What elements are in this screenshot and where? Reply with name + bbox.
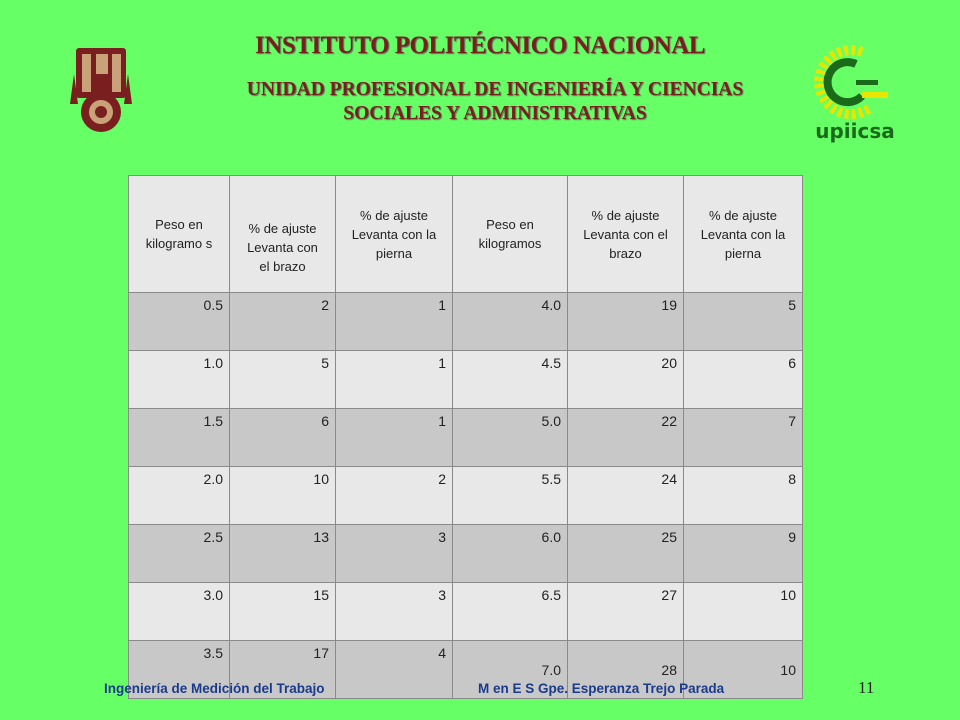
table-cell: 0.5 — [129, 293, 230, 351]
table-row — [129, 409, 803, 467]
table-cell: 1 — [336, 351, 453, 409]
table-cell: 4 — [336, 641, 453, 699]
table-row — [129, 351, 803, 409]
table-cell: 13 — [230, 525, 336, 583]
table-cell: 4.5 — [453, 351, 568, 409]
table-cell: 6.0 — [453, 525, 568, 583]
table-header-cell: % de ajuste Levanta con el brazo — [568, 176, 684, 293]
subtitle-line-2: SOCIALES Y ADMINISTRATIVAS — [343, 103, 647, 124]
subtitle-line-1: UNIDAD PROFESIONAL DE INGENIERÍA Y CIENCIAS — [246, 79, 744, 100]
table-header-cell: % de ajuste Levanta con el brazo — [230, 176, 336, 293]
table-cell: 1 — [336, 409, 453, 467]
table-cell: 24 — [568, 467, 684, 525]
table-cell: 27 — [568, 583, 684, 641]
table-cell: 5.5 — [453, 467, 568, 525]
table-cell: 8 — [684, 467, 803, 525]
table-cell: 6 — [230, 409, 336, 467]
table-cell: 9 — [684, 525, 803, 583]
table-cell: 5 — [230, 351, 336, 409]
table-cell: 3 — [336, 583, 453, 641]
table-cell: 2.5 — [129, 525, 230, 583]
table-cell: 17 — [230, 641, 336, 699]
table-cell: 6 — [684, 351, 803, 409]
table-cell: 10 — [684, 583, 803, 641]
table-cell: 28 — [568, 641, 684, 699]
table-cell: 7.0 — [453, 641, 568, 699]
table-cell: 10 — [230, 467, 336, 525]
table-cell: 10 — [684, 641, 803, 699]
table-cell: 25 — [568, 525, 684, 583]
table-cell: 3 — [336, 525, 453, 583]
table-cell: 1 — [336, 293, 453, 351]
table-cell: 5.0 — [453, 409, 568, 467]
table-cell: 2 — [230, 293, 336, 351]
upiicsa-logo-text: upiicsa — [815, 119, 895, 143]
table-header-cell: Peso en kilogramo s — [129, 176, 230, 293]
table-cell: 1.0 — [129, 351, 230, 409]
table-row — [129, 293, 803, 351]
table-header-cell: Peso en kilogramos — [453, 176, 568, 293]
table-cell: 15 — [230, 583, 336, 641]
table-cell: 5 — [684, 293, 803, 351]
table-cell: 7 — [684, 409, 803, 467]
table-cell: 2 — [336, 467, 453, 525]
table-header-cell: % de ajuste Levanta con la pierna — [684, 176, 803, 293]
table-cell: 6.5 — [453, 583, 568, 641]
page-subtitle — [150, 78, 840, 126]
page-title: INSTITUTO POLITÉCNICO NACIONAL — [255, 32, 705, 59]
table-cell: 3.0 — [129, 583, 230, 641]
table-cell: 2.0 — [129, 467, 230, 525]
table-cell: 1.5 — [129, 409, 230, 467]
table-cell: 22 — [568, 409, 684, 467]
table-cell: 19 — [568, 293, 684, 351]
footer-author: M en E S Gpe. Esperanza Trejo Parada — [478, 681, 725, 696]
table-cell: 4.0 — [453, 293, 568, 351]
footer-course: Ingeniería de Medición del Trabajo — [104, 681, 325, 696]
table-header-row — [129, 176, 803, 293]
table-row — [129, 525, 803, 583]
table-row — [129, 467, 803, 525]
table-header-cell: % de ajuste Levanta con la pierna — [336, 176, 453, 293]
page-number: 11 — [858, 678, 875, 697]
table-cell: 20 — [568, 351, 684, 409]
table-row — [129, 583, 803, 641]
table-cell: 3.5 — [129, 641, 230, 699]
weight-adjustment-table — [128, 175, 803, 699]
